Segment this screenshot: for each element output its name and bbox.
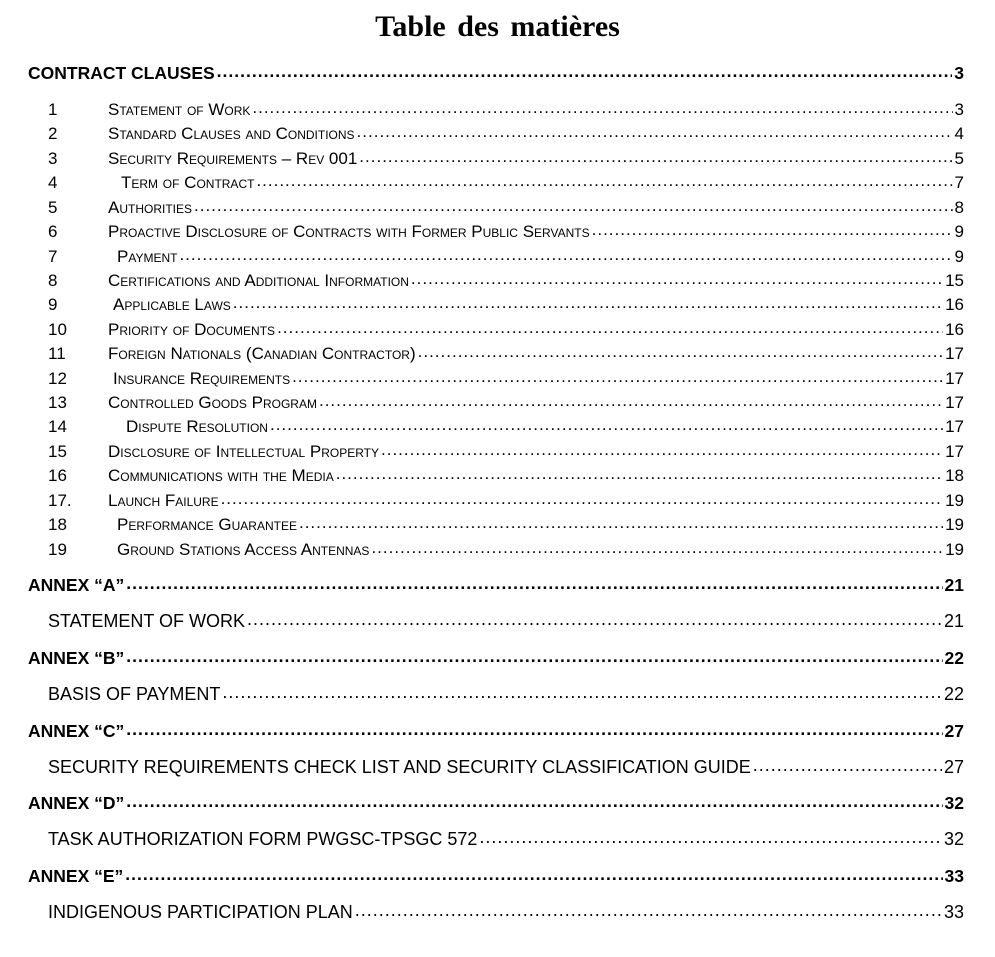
dot-leader: [381, 440, 943, 457]
dot-leader: [753, 755, 942, 773]
dot-leader: [479, 827, 942, 845]
toc-entry-clause-6[interactable]: [48, 220, 964, 242]
toc-page-number: 9: [954, 222, 964, 241]
toc-label: Disclosure of Intellectual Property: [108, 442, 380, 461]
toc-number: 13: [48, 393, 67, 412]
dot-leader: [299, 513, 943, 530]
toc-page-number: 33: [943, 902, 964, 922]
toc-entry-clause-5[interactable]: [48, 196, 964, 218]
toc-number: 3: [48, 149, 58, 168]
dot-leader: [256, 171, 952, 188]
toc-page-number: 21: [943, 611, 964, 631]
dot-leader: [126, 646, 942, 664]
toc-entry-security-check-list[interactable]: [48, 755, 964, 778]
toc-entry-clause-13[interactable]: [48, 391, 964, 413]
toc-number: 11: [48, 344, 66, 363]
toc-page-number: 19: [945, 540, 964, 559]
toc-entry-clause-19[interactable]: [48, 538, 964, 560]
dot-leader: [319, 391, 943, 408]
dot-leader: [126, 719, 942, 737]
toc-entry-indigenous-participation-plan[interactable]: [48, 900, 964, 923]
toc-number: 10: [48, 320, 67, 339]
toc-label: Proactive Disclosure of Contracts with Former Public Servants: [108, 222, 590, 241]
dot-leader: [126, 791, 942, 809]
toc-entry-clause-11[interactable]: [48, 342, 964, 364]
dot-leader: [359, 147, 952, 164]
dot-leader: [194, 196, 953, 213]
toc-page-number: 27: [944, 720, 964, 741]
dot-leader: [222, 682, 942, 700]
toc-entry-annex-b[interactable]: [28, 646, 964, 669]
dot-leader: [125, 864, 942, 882]
toc-label: BASIS OF PAYMENT: [48, 684, 221, 704]
dot-leader: [252, 98, 952, 115]
toc-label: SECURITY REQUIREMENTS CHECK LIST AND SECURITY CLASSIFICATION GUIDE: [48, 757, 751, 777]
toc-number: 5: [48, 198, 58, 217]
dot-leader: [221, 489, 944, 506]
toc-entry-annex-e[interactable]: [28, 864, 964, 887]
toc-entry-clause-8[interactable]: [48, 269, 964, 291]
toc-page-number: 18: [945, 466, 964, 485]
toc-entry-clause-9[interactable]: [48, 293, 964, 315]
toc-number: 4: [48, 173, 58, 192]
toc-number: 14: [48, 417, 67, 436]
toc-label: Dispute Resolution: [126, 417, 268, 436]
toc-entry-clause-1[interactable]: [48, 98, 964, 120]
toc-page-number: 17: [945, 417, 964, 436]
toc-page-number: 17: [945, 369, 964, 388]
toc-label: Controlled Goods Program: [108, 393, 317, 412]
toc-label: Foreign Nationals (Canadian Contractor): [108, 344, 416, 363]
toc-page-number: 22: [944, 647, 964, 668]
toc-label: Ground Stations Access Antennas: [117, 540, 370, 559]
toc-title: Table des matières: [375, 10, 620, 43]
toc-entry-clause-12[interactable]: [48, 367, 964, 389]
dot-leader: [247, 609, 942, 627]
toc-entry-annex-d[interactable]: [28, 791, 964, 814]
toc-label: Authorities: [108, 198, 193, 217]
dot-leader: [126, 573, 942, 591]
toc-label: Standard Clauses and Conditions: [108, 124, 355, 143]
toc-page-number: 3: [954, 62, 964, 83]
toc-page-number: 27: [943, 757, 964, 777]
toc-label: Insurance Requirements: [113, 369, 291, 388]
dot-leader: [233, 293, 943, 310]
toc-entry-contract-clauses[interactable]: [28, 61, 964, 84]
dot-leader: [179, 245, 952, 262]
toc-entry-clause-17[interactable]: [48, 489, 964, 511]
toc-page-number: 22: [943, 684, 964, 704]
toc-label: ANNEX “B”: [28, 647, 125, 668]
toc-label: TASK AUTHORIZATION FORM PWGSC-TPSGC 572: [48, 829, 478, 849]
toc-page-number: 4: [954, 124, 964, 143]
toc-page-number: 17: [945, 442, 964, 461]
toc-page-number: 5: [954, 149, 964, 168]
toc-label: ANNEX “C”: [28, 720, 125, 741]
toc-page-number: 16: [945, 295, 964, 314]
toc-page-number: 9: [954, 247, 964, 266]
toc-entry-task-authorization-form[interactable]: [48, 827, 964, 850]
dot-leader: [592, 220, 953, 237]
toc-number: 18: [48, 515, 67, 534]
toc-label: CONTRACT CLAUSES: [28, 62, 215, 83]
toc-page-number: 21: [944, 574, 964, 595]
toc-label: Security Requirements – Rev 001: [108, 149, 358, 168]
toc-label: Payment: [117, 247, 178, 266]
dot-leader: [371, 538, 943, 555]
toc-number: 8: [48, 271, 58, 290]
dot-leader: [336, 464, 943, 481]
toc-entry-clause-10[interactable]: [48, 318, 964, 340]
toc-page-number: 3: [954, 100, 964, 119]
toc-label: ANNEX “E”: [28, 865, 124, 886]
toc-number: 2: [48, 124, 58, 143]
toc-page-number: 8: [954, 198, 964, 217]
toc-number: 9: [48, 295, 58, 314]
toc-page-number: 19: [945, 515, 964, 534]
toc-page-number: 7: [954, 173, 964, 192]
toc-number: 15: [48, 442, 67, 461]
toc-label: Priority of Documents: [108, 320, 276, 339]
toc-label: INDIGENOUS PARTICIPATION PLAN: [48, 902, 353, 922]
toc-label: Term of Contract: [121, 173, 255, 192]
dot-leader: [357, 122, 953, 139]
toc-page-number: 17: [945, 344, 964, 363]
toc-page-number: 15: [945, 271, 964, 290]
toc-entry-clause-3[interactable]: [48, 147, 964, 169]
toc-entry-clause-15[interactable]: [48, 440, 964, 462]
toc-number: 1: [48, 100, 58, 119]
toc-page-number: 32: [944, 792, 964, 813]
toc-entry-clause-16[interactable]: [48, 464, 964, 486]
toc-label: STATEMENT OF WORK: [48, 611, 245, 631]
dot-leader: [277, 318, 943, 335]
toc-page-number: 19: [945, 491, 964, 510]
toc-page-number: 33: [944, 865, 964, 886]
dot-leader: [292, 367, 943, 384]
toc-label: ANNEX “A”: [28, 574, 125, 595]
toc-number: 17.: [48, 491, 72, 510]
dot-leader: [217, 61, 953, 79]
toc-entry-clause-2[interactable]: [48, 122, 964, 144]
toc-number: 6: [48, 222, 58, 241]
toc-entry-annex-c[interactable]: [28, 719, 964, 742]
dot-leader: [411, 269, 943, 286]
toc-page-number: 17: [945, 393, 964, 412]
dot-leader: [355, 900, 942, 918]
toc-entry-clause-4[interactable]: [48, 171, 964, 193]
dot-leader: [270, 415, 943, 432]
toc-label: Performance Guarantee: [117, 515, 297, 534]
toc-page-number: 16: [945, 320, 964, 339]
toc-label: Applicable Laws: [113, 295, 231, 314]
toc-entry-statement-of-work[interactable]: [48, 609, 964, 632]
toc-entry-annex-a[interactable]: [28, 573, 964, 596]
dot-leader: [418, 342, 943, 359]
toc-number: 19: [48, 540, 67, 559]
toc-entry-clause-18[interactable]: [48, 513, 964, 535]
toc-label: Communications with the Media: [108, 466, 334, 485]
toc-entry-clause-14[interactable]: [48, 415, 964, 437]
toc-label: ANNEX “D”: [28, 792, 125, 813]
toc-number: 16: [48, 466, 67, 485]
toc-page-number: 32: [943, 829, 964, 849]
toc-label: Launch Failure: [108, 491, 219, 510]
toc-label: Statement of Work: [108, 100, 251, 119]
toc-entry-clause-7[interactable]: [48, 245, 964, 267]
toc-entry-basis-of-payment[interactable]: [48, 682, 964, 705]
toc-number: 7: [48, 247, 58, 266]
toc-label: Certifications and Additional Information: [108, 271, 409, 290]
toc-number: 12: [48, 369, 67, 388]
